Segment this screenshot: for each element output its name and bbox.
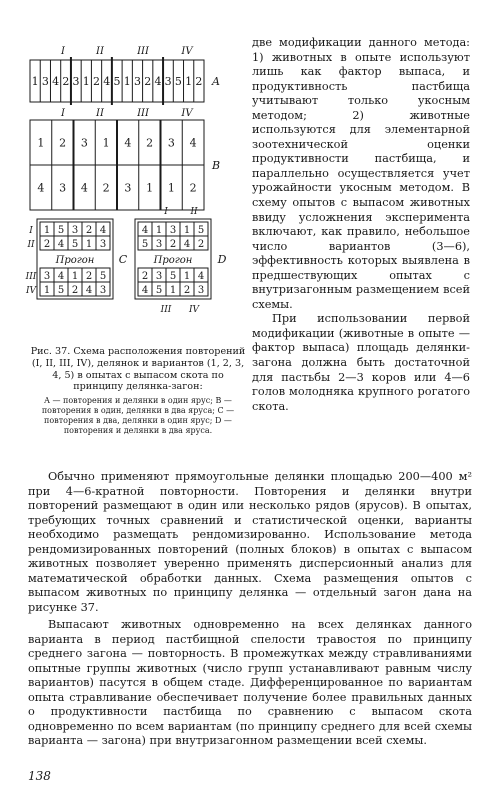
caption-legend: A — повторения и делянки в один ярус; B — повторения в один, делянки в два яруса; C — повторения в два, делянки в один ярус; D — повторения и делянки в два яруса. xyxy=(41,396,235,436)
scheme-c-cell: 3 xyxy=(99,239,107,250)
scheme-d-letter: D xyxy=(217,253,227,266)
scheme-a-cell: 1 xyxy=(31,75,39,88)
scheme-c-cell: 2 xyxy=(85,225,93,236)
right-paragraph-2: При использовании первой модификации (животные в опыте — фактор выпаса) площадь делянки-загона должна быть достаточной для пастьбы 2—3 коров или 4—6 голов молодняка крупного рогатого скота. xyxy=(252,312,470,413)
scheme-a-cell: 3 xyxy=(72,75,80,88)
scheme-d-cell: 1 xyxy=(183,225,191,236)
scheme-b-cell: 1 xyxy=(102,136,110,150)
scheme-d-cell: 3 xyxy=(155,271,163,282)
right-column-text xyxy=(252,36,470,414)
scheme-b-cell: 4 xyxy=(189,136,197,150)
scheme-b-cell: 3 xyxy=(80,136,88,150)
scheme-a-cell: 1 xyxy=(185,75,193,88)
scheme-a-numeral-IV: IV xyxy=(181,46,193,57)
scheme-a-numeral-III: III xyxy=(137,46,149,57)
scheme-a-letter: A xyxy=(212,75,220,88)
scheme-c-row-label: III xyxy=(25,272,37,282)
scheme-c-cell: 3 xyxy=(71,225,79,236)
scheme-a-cell: 2 xyxy=(144,75,152,88)
scheme-b-cell: 3 xyxy=(167,136,175,150)
scheme-a-numeral-II: II xyxy=(96,46,104,57)
scheme-c-cell: 4 xyxy=(57,239,65,250)
scheme-d-cell: 1 xyxy=(169,285,177,296)
scheme-d-numeral: IV xyxy=(188,305,200,315)
scheme-b-cell: 4 xyxy=(37,181,45,195)
scheme-c-cell: 1 xyxy=(43,225,51,236)
scheme-c-pen-label: Прогон xyxy=(55,255,95,266)
scheme-c-row-label: I xyxy=(29,226,33,236)
scheme-d-numeral: II xyxy=(190,207,198,217)
scheme-b-cell: 2 xyxy=(146,136,154,150)
scheme-b-cell: 1 xyxy=(37,136,45,150)
scheme-d-cell: 3 xyxy=(169,225,177,236)
scheme-a-numeral-I: I xyxy=(61,46,65,57)
scheme-d-cell: 5 xyxy=(155,285,163,296)
scheme-c-cell: 2 xyxy=(71,285,79,296)
scheme-d-cell: 2 xyxy=(183,285,191,296)
scheme-c-cell: 1 xyxy=(85,239,93,250)
scheme-a-cell: 5 xyxy=(113,75,121,88)
caption-title: Рис. 37. Схема расположения повторений (I, II, III, IV), делянок и вариантов (1, 2, 3, 4, 5) в опытах с выпасом скота по принципу делянка-загон: xyxy=(30,346,246,393)
scheme-d-cell: 4 xyxy=(197,271,205,282)
main-body-text xyxy=(28,470,472,749)
scheme-d-cell: 5 xyxy=(169,271,177,282)
scheme-d-cell: 2 xyxy=(141,271,149,282)
scheme-c-cell: 3 xyxy=(99,285,107,296)
scheme-a-cell: 3 xyxy=(164,75,172,88)
scheme-a-cell: 3 xyxy=(41,75,49,88)
scheme-d-cell: 1 xyxy=(155,225,163,236)
scheme-b-numeral-IV: IV xyxy=(181,108,193,119)
page-number: 138 xyxy=(28,769,51,783)
scheme-a-cell: 1 xyxy=(82,75,90,88)
body-paragraph-1: Обычно применяют прямоугольные делянки площадью 200—400 м² при 4—6-кратной повторности. Повторения и делянки внутри повторений размещают в один или несколько рядов (ярусов). В опытах, требующих точных сравнений и статистической оценки, варианты необходимо размещать рендомизированно. Использование метода рендомизированных повторений (полных блоков) в опытах с выпасом животных позволяет уверенно применять дисперсионный анализ для математической обработки данных. Схема размещения опытов с выпасом животных по принципу делянка — отдельный загон дана на рисунке 37. xyxy=(28,470,472,614)
scheme-c-cell: 1 xyxy=(71,271,79,282)
right-paragraph-1: две модификации данного метода: 1) животных в опыте используют лишь как фактор выпаса, и продуктивность пастбища учитывают только укосным методом; 2) животные используются для элементарной зоотехнической оценки продуктивности пастбища, и параллельно осуществляется учет урожайности укосным методом. В схему опытов с выпасом животных ввиду усложнения эксперимента включают, как правило, небольшое число вариантов (3—6), эффективность которых выявлена в предшествующих опытах с внутризагонным размещением всей схемы. xyxy=(252,36,470,311)
scheme-c-row-label: IV xyxy=(25,286,37,296)
scheme-a-cell: 2 xyxy=(195,75,203,88)
scheme-d-numeral: I xyxy=(164,207,168,217)
scheme-b-cell: 1 xyxy=(167,181,175,195)
scheme-d-cell: 2 xyxy=(197,239,205,250)
scheme-c-cell: 4 xyxy=(85,285,93,296)
figure-37-schemes xyxy=(25,40,250,340)
scheme-c-letter: C xyxy=(118,253,128,266)
scheme-b-numeral-II: II xyxy=(96,108,104,119)
scheme-a-cell: 5 xyxy=(174,75,182,88)
figure-caption xyxy=(30,346,246,436)
scheme-c-cell: 4 xyxy=(99,225,107,236)
scheme-c-cell: 5 xyxy=(99,271,107,282)
scheme-a-cell: 4 xyxy=(154,75,162,88)
scheme-b-cell: 3 xyxy=(124,181,132,195)
scheme-d-cell: 5 xyxy=(197,225,205,236)
scheme-c-cell: 2 xyxy=(43,239,51,250)
scheme-d-cell: 1 xyxy=(183,271,191,282)
scheme-a-cell: 2 xyxy=(62,75,70,88)
scheme-b-cell: 2 xyxy=(102,181,110,195)
scheme-b-cell: 1 xyxy=(146,181,154,195)
scheme-a-cell: 3 xyxy=(133,75,141,88)
scheme-d-cell: 4 xyxy=(141,225,149,236)
scheme-b-cell: 2 xyxy=(189,181,197,195)
scheme-b-letter: B xyxy=(211,159,221,172)
scheme-d-pen-label: Прогон xyxy=(153,255,193,266)
scheme-d-cell: 3 xyxy=(197,285,205,296)
scheme-c-cell: 3 xyxy=(43,271,51,282)
scheme-d-cell: 3 xyxy=(155,239,163,250)
scheme-b-cell: 3 xyxy=(59,181,67,195)
scheme-b-numeral-I: I xyxy=(61,108,65,119)
scheme-c-cell: 2 xyxy=(85,271,93,282)
body-paragraph-2: Выпасают животных одновременно на всех делянках данного варианта в период пастбищной спелости травостоя по принципу среднего загона — повторность. В промежутках между стравливаниями опытные группы животных (число групп устанавливают равным числу вариантов) пасутся в общем стаде. Дифференцированное по вариантам опыта стравливание обеспечивает получение более правильных данных о продуктивности пастбища по сравнению с выпасом скота одновременно по всем вариантам (по принципу среднего для всей схемы варианта — загона) при внутризагонном размещении всей схемы. xyxy=(28,618,472,747)
scheme-a-cell: 2 xyxy=(93,75,101,88)
scheme-a-cell: 1 xyxy=(123,75,131,88)
scheme-d-cell: 5 xyxy=(141,239,149,250)
scheme-a-cell: 4 xyxy=(103,75,111,88)
scheme-c-cell: 5 xyxy=(57,285,65,296)
scheme-b-numeral-III: III xyxy=(137,108,149,119)
scheme-d-numeral: III xyxy=(160,305,172,315)
scheme-c-cell: 4 xyxy=(57,271,65,282)
scheme-b-cell: 4 xyxy=(124,136,132,150)
scheme-b-cell: 4 xyxy=(80,181,88,195)
scheme-a-cell: 4 xyxy=(52,75,60,88)
scheme-c-cell: 5 xyxy=(71,239,79,250)
scheme-b-cell: 2 xyxy=(59,136,67,150)
scheme-d-cell: 4 xyxy=(141,285,149,296)
scheme-c-cell: 5 xyxy=(57,225,65,236)
scheme-d-cell: 2 xyxy=(169,239,177,250)
scheme-c-row-label: II xyxy=(27,240,35,250)
scheme-c-cell: 1 xyxy=(43,285,51,296)
scheme-d-cell: 4 xyxy=(183,239,191,250)
